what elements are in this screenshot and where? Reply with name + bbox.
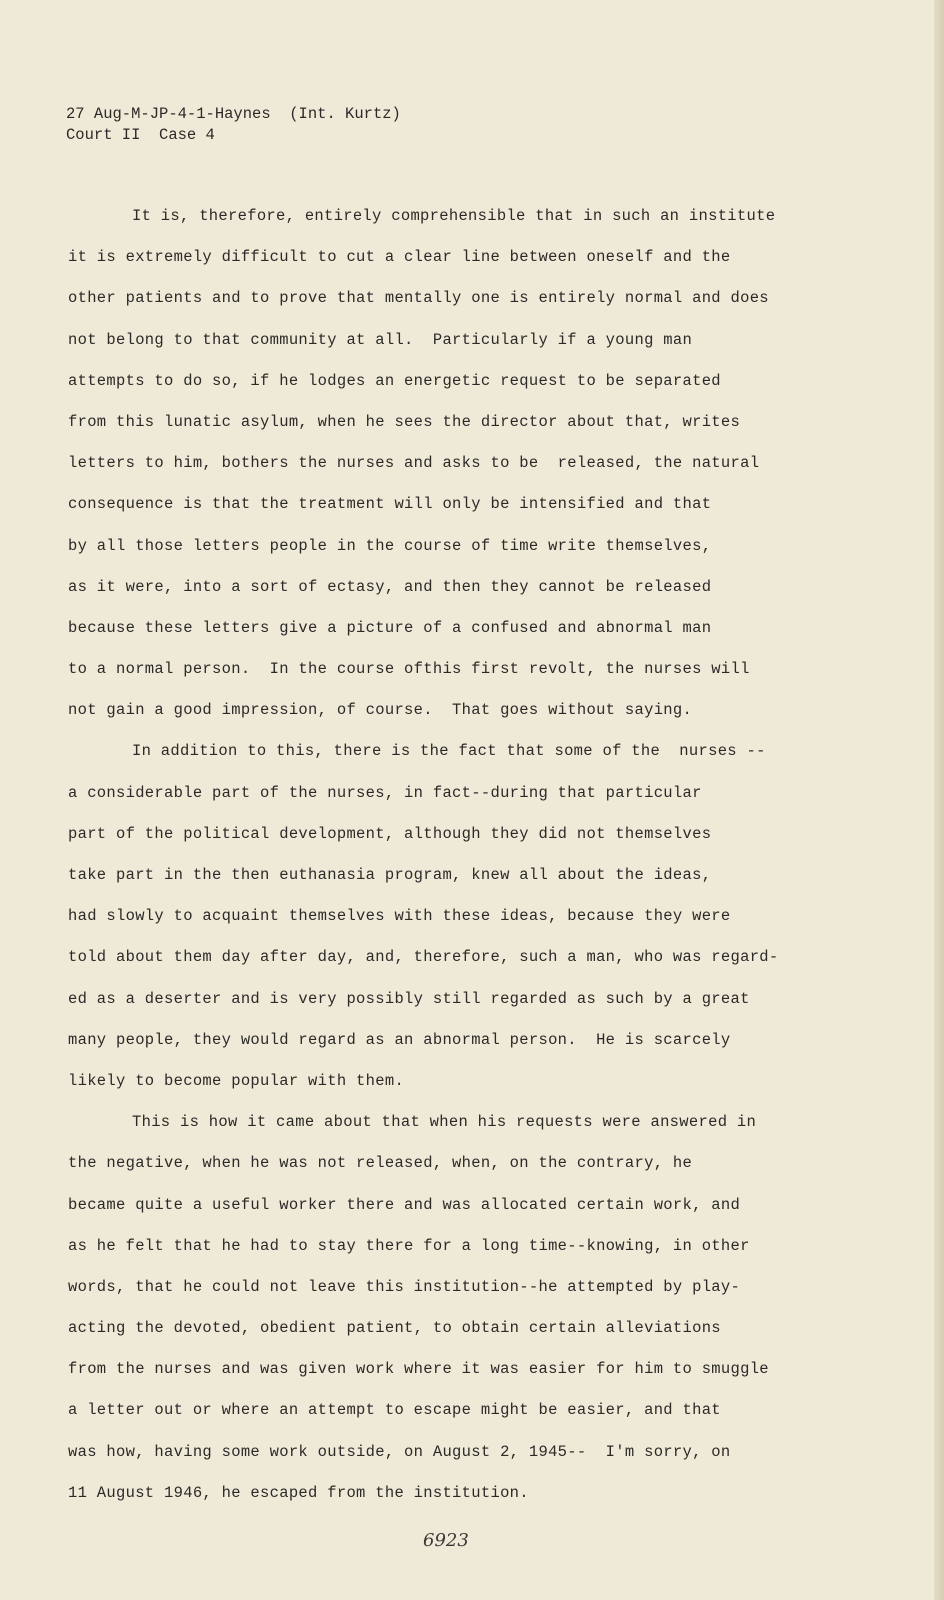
body-line: likely to become popular with them. (68, 1071, 405, 1090)
body-line: a letter out or where an attempt to escape might be easier, and that (68, 1401, 721, 1420)
body-line: as it were, into a sort of ectasy, and then they cannot be released (68, 577, 712, 596)
body-line: 11 August 1946, he escaped from the institution. (68, 1483, 529, 1502)
body-line: ed as a deserter and is very possibly still regarded as such by a great (68, 989, 750, 1008)
body-line: letters to him, bothers the nurses and asks to be released, the natural (68, 454, 760, 473)
header-line-1: 27 Aug-M-JP-4-1-Haynes (Int. Kurtz) (66, 105, 401, 123)
body-line: not belong to that community at all. Particularly if a young man (68, 330, 693, 349)
body-line: as he felt that he had to stay there for a long time--knowing, in other (68, 1236, 750, 1255)
document-body (68, 196, 828, 1514)
body-line: the negative, when he was not released, when, on the contrary, he (68, 1154, 693, 1173)
body-line: from this lunatic asylum, when he sees the director about that, writes (68, 412, 741, 431)
page-number: 6923 (423, 1530, 469, 1551)
header-line-2: Court II Case 4 (66, 126, 215, 144)
body-line: acting the devoted, obedient patient, to obtain certain alleviations (68, 1319, 721, 1338)
page-edge (934, 0, 944, 1600)
body-line: told about them day after day, and, therefore, such a man, who was regard- (68, 948, 779, 967)
body-line: consequence is that the treatment will only be intensified and that (68, 495, 712, 514)
body-line: it is extremely difficult to cut a clear line between oneself and the (68, 248, 731, 267)
body-line: attempts to do so, if he lodges an energetic request to be separated (68, 371, 721, 390)
body-line: became quite a useful worker there and was allocated certain work, and (68, 1195, 741, 1214)
document-header (66, 104, 401, 146)
body-line: by all those letters people in the course of time write themselves, (68, 536, 712, 555)
body-line: other patients and to prove that mentally one is entirely normal and does (68, 289, 769, 308)
body-line: take part in the then euthanasia program, knew all about the ideas, (68, 866, 712, 884)
body-line: because these letters give a picture of a confused and abnormal man (68, 618, 712, 637)
body-line: had slowly to acquaint themselves with these ideas, because they were (68, 907, 731, 926)
body-line: This is how it came about that when his requests were answered in (132, 1113, 757, 1132)
body-line: part of the political development, although they did not themselves (68, 824, 712, 843)
body-line: In addition to this, there is the fact that some of the nurses -- (132, 742, 766, 761)
body-line: not gain a good impression, of course. That goes without saying. (68, 701, 693, 720)
body-line: many people, they would regard as an abnormal person. He is scarcely (68, 1030, 731, 1049)
body-line: a considerable part of the nurses, in fact--during that particular (68, 783, 702, 802)
body-line: It is, therefore, entirely comprehensible that in such an institute (132, 207, 776, 225)
body-line: from the nurses and was given work where it was easier for him to smuggle (68, 1360, 769, 1379)
body-line: to a normal person. In the course ofthis first revolt, the nurses will (68, 660, 750, 679)
body-line: was how, having some work outside, on August 2, 1945-- I'm sorry, on (68, 1442, 731, 1461)
body-line: words, that he could not leave this institution--he attempted by play- (68, 1277, 741, 1296)
